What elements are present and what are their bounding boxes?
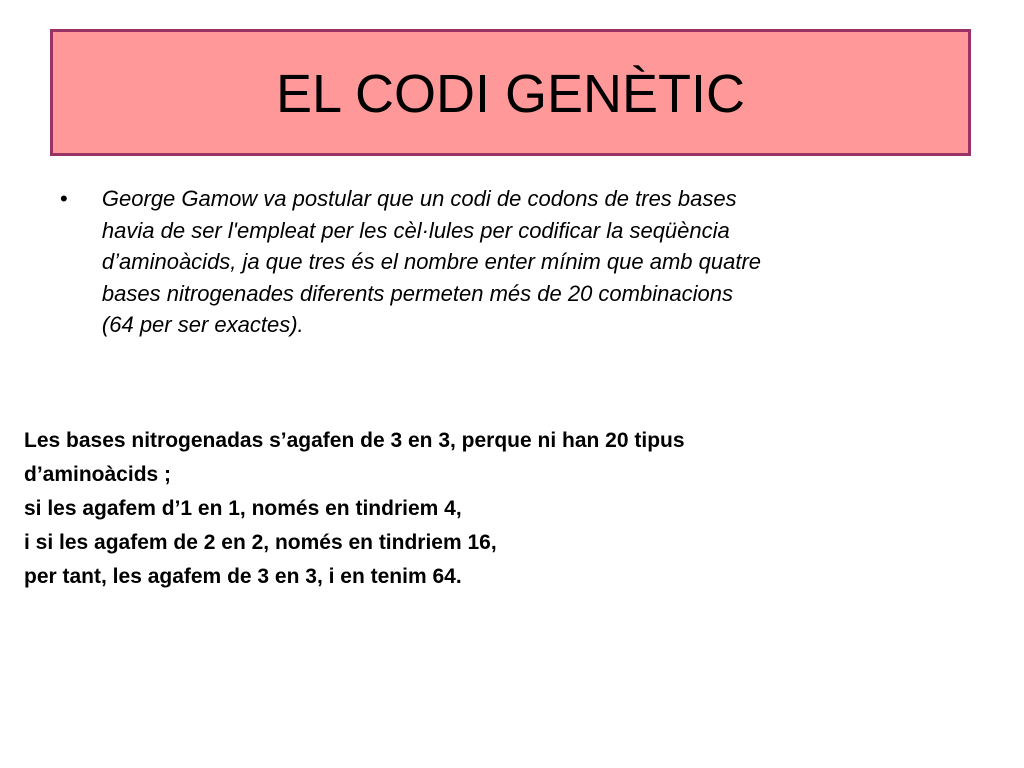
title-banner <box>50 29 971 156</box>
bullet-line: bases nitrogenades diferents permeten més de 20 combinacions <box>101 280 733 306</box>
slide-title: EL CODI GENÈTIC <box>275 63 746 124</box>
bullet-line: (64 per ser exactes). <box>101 312 304 337</box>
bullet-line: havia de ser l'empleat per les cèl·lules per codificar la seqüència <box>101 217 730 243</box>
explanation-line: Les bases nitrogenadas s’agafen de 3 en 3, perque ni han 20 tipus <box>24 429 685 452</box>
explanation-line: per tant, les agafem de 3 en 3, i en tenim 64. <box>24 565 462 588</box>
bullet-text <box>102 183 960 341</box>
explanation-text <box>24 424 984 594</box>
bullet-line: George Gamow va postular que un codi de codons de tres bases <box>101 186 737 211</box>
bullet-marker: • <box>60 186 68 211</box>
explanation-line: i si les agafem de 2 en 2, només en tindriem 16, <box>24 531 497 554</box>
bullet-point <box>60 183 960 341</box>
explanation-line: d’aminoàcids ; <box>24 463 172 486</box>
explanation-line: si les agafem d’1 en 1, només en tindriem 4, <box>24 497 462 520</box>
bullet-line: d’aminoàcids, ja que tres és el nombre enter mínim que amb quatre <box>101 249 762 274</box>
